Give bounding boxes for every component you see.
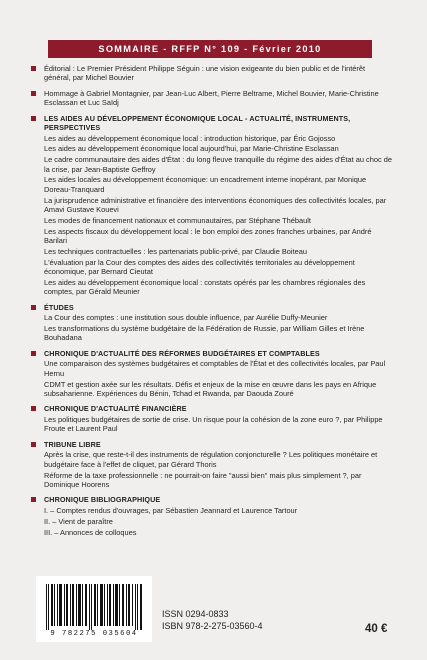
issn-number: ISSN 0294-0833 — [162, 609, 229, 619]
toc-entry: I. – Comptes rendus d'ouvrages, par Sébastien Jeannard et Laurence Tartour — [44, 506, 298, 516]
summary-title: SOMMAIRE - RFFP N° 109 - Février 2010 — [98, 44, 322, 54]
section-title: CHRONIQUE D'ACTUALITÉ DES RÉFORMES BUDGÉTAIRES ET COMPTABLES — [44, 348, 320, 358]
square-bullet-icon — [31, 442, 36, 447]
section-title: LES AIDES AU DÉVELOPPEMENT ÉCONOMIQUE LOCAL - ACTUALITÉ, INSTRUMENTS, PERSPECTIVES — [44, 113, 351, 133]
toc-entry: Le cadre communautaire des aides d'État : du long fleuve tranquille du régime des aides d'État au choc de la crise, par Jean-Baptiste Geffroy — [44, 155, 392, 174]
toc-entry: Réforme de la taxe professionnelle : ne pourrait-on faire "aussi bien" mais plus simplement ?, par Dominique Hoorens — [44, 470, 362, 490]
square-bullet-icon — [31, 497, 36, 502]
barcode-icon — [44, 584, 144, 630]
toc-entry: Les aides au développement économique local : constats opérés par les chambres régionales des comptes, par Gérald Meunier — [44, 277, 366, 297]
toc-entry: La Cour des comptes : une institution sous double influence, par Aurélie Duffy-Meunier — [44, 313, 328, 323]
square-bullet-icon — [31, 305, 36, 310]
toc-entry: Les aides au développement économique local : introduction historique, par Éric Gojosso — [44, 133, 336, 143]
toc-entry: La jurisprudence administrative et financière des interventions économiques des collectivités locales, par Amavi Gustave Kouevi — [44, 195, 387, 215]
section-title: CHRONIQUE BIBLIOGRAPHIQUE — [44, 495, 161, 505]
toc-entry: Après la crise, que reste-t-il des instruments de régulation conjoncturelle ? Les politiques monétaire et budgétaire face à l'effet de cliquet, par Gérard Thoris — [44, 450, 378, 469]
toc-entry: Les techniques contractuelles : les partenariats public-privé, par Claudie Boiteau — [44, 246, 307, 256]
toc-entry: CDMT et gestion axée sur les résultats. Défis et enjeux de la mise en œuvre dans les pays en Afrique subsaharienne. Expériences du Bénin, Tchad et Rwanda, par Daouda Zouré — [44, 379, 377, 399]
price-label: 40 € — [365, 623, 388, 635]
toc-entry: Les aides locales au développement économique: un encadrement interne inopérant, par Monique Doreau-Tranquard — [44, 175, 367, 194]
section-tribune-libre — [30, 440, 392, 490]
toc-entry: Éditorial : Le Premier Président Philippe Séguin : une vision exigeante du bien public et de l'intérêt général, par Michel Bouvier — [44, 64, 366, 83]
section-bibliographie — [30, 495, 392, 537]
square-bullet-icon — [31, 66, 36, 71]
section-etudes — [30, 303, 392, 343]
section-title: ÉTUDES — [44, 302, 74, 312]
section-title: TRIBUNE LIBRE — [44, 439, 101, 449]
square-bullet-icon — [31, 116, 36, 121]
toc-entry: Les transformations du système budgétaire de la Fédération de Russie, par William Gilles et Irène Bouhadana — [44, 324, 365, 343]
toc-entry: Les modes de financement nationaux et communautaires, par Stéphane Thébault — [44, 215, 311, 225]
toc-entry: L'évaluation par la Cour des comptes des aides des collectivités territoriales au développement économique, par Bernard Cieutat — [44, 257, 355, 277]
toc-entry: II. – Vient de paraître — [44, 516, 113, 526]
toc-entry: Hommage à Gabriel Montagnier, par Jean-Luc Albert, Pierre Beltrame, Michel Bouvier, Marie-Christine Esclassan et Luc Saïdj — [44, 88, 379, 108]
barcode-digits: 9 782275 035604 — [50, 630, 138, 638]
toc-entry: Les aspects fiscaux du développement local : le bon emploi des zones franches urbaines, par André Barilari — [44, 226, 372, 246]
square-bullet-icon — [31, 351, 36, 356]
section-chronique-reformes — [30, 349, 392, 399]
toc-entry: Les aides au développement économique local aujourd'hui, par Marie-Christine Esclassan — [44, 144, 339, 154]
square-bullet-icon — [31, 91, 36, 96]
toc-entry: Les politiques budgétaires de sortie de crise. Un risque pour la cohésion de la zone euro ?, par Philippe Froute et Laurent Paul — [44, 415, 383, 434]
table-of-contents — [30, 64, 392, 543]
section-hommage — [30, 89, 392, 108]
section-editorial — [30, 64, 392, 83]
isbn-block — [162, 608, 263, 632]
section-aides — [30, 114, 392, 297]
toc-entry: III. – Annonces de colloques — [44, 527, 137, 537]
section-chronique-financiere — [30, 404, 392, 433]
square-bullet-icon — [31, 406, 36, 411]
section-title: CHRONIQUE D'ACTUALITÉ FINANCIÈRE — [44, 404, 187, 414]
toc-entry: Une comparaison des systèmes budgétaires et comptables de l'État et des collectivités locales, par Paul Hernu — [44, 359, 386, 378]
barcode-box — [36, 576, 152, 642]
summary-header — [48, 40, 372, 58]
isbn-number: ISBN 978-2-275-03560-4 — [162, 621, 263, 631]
